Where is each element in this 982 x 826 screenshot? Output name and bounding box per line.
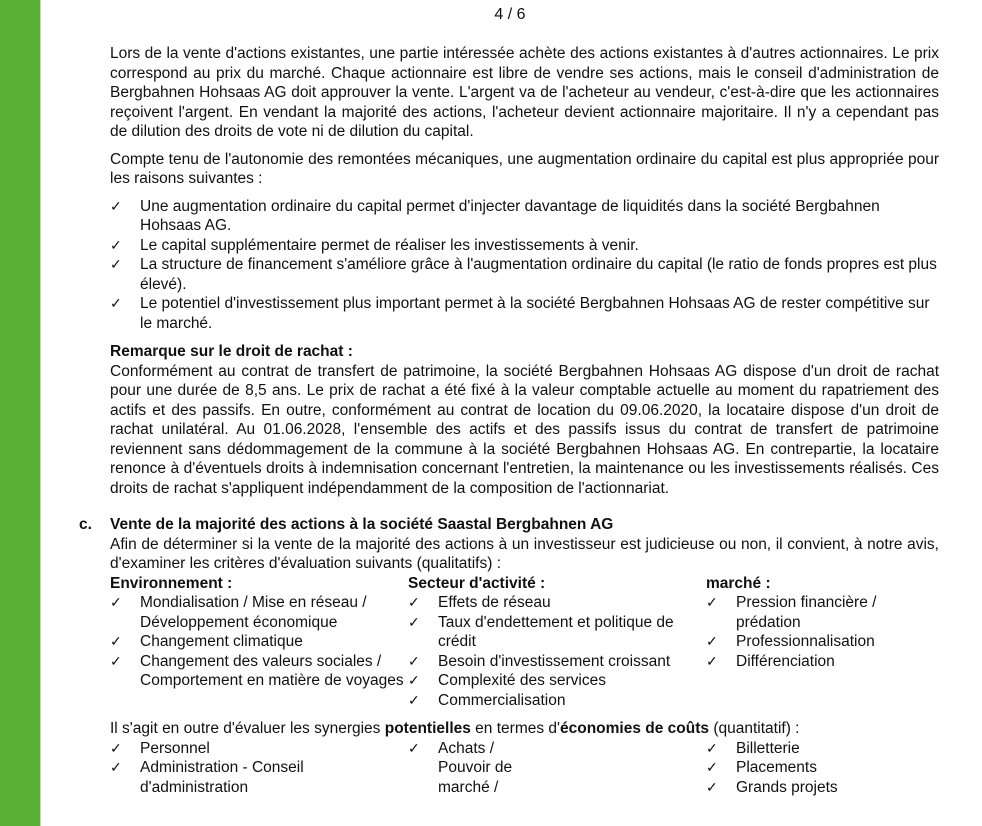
list-item: ✓ Différenciation <box>706 652 835 670</box>
check-icon: ✓ <box>110 652 122 669</box>
check-icon: ✓ <box>408 691 420 708</box>
criteria-title: Secteur d'activité : <box>408 574 546 592</box>
list-item: ✓ Le potentiel d'investissement plus important permet à la société Bergbahnen Hohsaas AG de rester compétitive sur le marché. <box>110 295 930 332</box>
check-icon: ✓ <box>110 197 122 214</box>
check-icon: ✓ <box>110 594 122 610</box>
remark-text: Conformément au contrat de transfert de patrimoine, la société Bergbahnen Hohsaas AG dispose d'un droit de rachat pour une durée de 8,5 ans. Le prix de rachat a été fixé à la valeur comptable actuelle au moment du rapatriement des actifs et des passifs. En outre, conformément au contrat de location du 09.06.2020, la locataire dispose d'un droit de rachat unilatéral. Au 01.06.2028, l'ensemble des actifs et des passifs issus du contrat de transfert de patrimoine reviennent sans dédommagement de la commune à la société Bergbahnen Hohsaas AG. En contrepartie, la locataire renonce à d'éventuels droits à indemnisation concernant l'entretien, la maintenance ou les investissements réalisés. Ces droits de rachat s'appliquent indépendamment de la composition de l'actionnariat. <box>110 362 939 497</box>
section-intro: Afin de déterminer si la vente de la majorité des actions à un investisseur est judicieuse ou non, il convient, à notre avis, d'examiner les critères d'évaluation suivants (qualitatifs) : <box>110 535 939 572</box>
check-icon: ✓ <box>706 633 718 649</box>
section-c <box>79 515 939 797</box>
list-item: ✓ Changement climatique <box>110 633 303 650</box>
list-item: ✓ Besoin d'investissement croissant <box>408 652 671 670</box>
list-item: ✓ Grands projets <box>706 778 838 796</box>
margin-divider <box>40 0 41 826</box>
section-heading: Vente de la majorité des actions à la société Saastal Bergbahnen AG <box>110 516 614 533</box>
synergy-column-2 <box>408 739 706 798</box>
check-icon: ✓ <box>408 652 420 669</box>
list-item: ✓ Taux d'endettement et politique de crédit <box>408 613 674 650</box>
list-item: ✓ Personnel <box>110 739 210 757</box>
synergy-intro: Il s'agit en outre d'évaluer les synergies potentielles en termes d'économies de coûts (quantitatif) : <box>110 720 800 737</box>
check-icon: ✓ <box>110 759 122 775</box>
paragraph-share-sale: Lors de la vente d'actions existantes, une partie intéressée achète des actions existantes à d'autres actionnaires. Le prix correspond au prix du marché. Chaque actionnaire est libre de vendre ses actions, mais le conseil d'administration de Bergbahnen Hohsaas AG doit approuver la vente. L'argent va de l'acheteur au vendeur, c'est-à-dire que les actionnaires reçoivent l'argent. En vendant la majorité des actions, l'acheteur devient actionnaire majoritaire. Il n'y a cependant pas de dilution des droits de vote ni de dilution du capital. <box>110 45 939 140</box>
list-item: ✓ Effets de réseau <box>408 594 551 611</box>
reasons-list <box>110 197 939 334</box>
section-label: c. <box>79 516 92 533</box>
check-icon: ✓ <box>408 594 420 610</box>
criteria-columns <box>110 574 939 711</box>
check-icon: ✓ <box>706 594 718 610</box>
page-number: 4 / 6 <box>494 6 526 23</box>
synergy-columns <box>110 739 939 798</box>
synergy-column-1 <box>110 739 408 798</box>
list-item: ✓ Placements <box>706 759 817 776</box>
check-icon: ✓ <box>110 633 122 649</box>
list-item: ✓ Changement des valeurs sociales / Comportement en matière de voyages <box>110 652 404 689</box>
list-item: ✓ Complexité des services <box>408 672 606 689</box>
list-item: ✓ Mondialisation / Mise en réseau / Développement économique <box>110 594 367 631</box>
list-item: ✓ Le capital supplémentaire permet de réaliser les investissements à venir. <box>110 236 639 254</box>
list-item: ✓ Pression financière / prédation <box>706 594 877 631</box>
document-body <box>79 44 939 797</box>
criteria-column-sector <box>408 574 706 711</box>
criteria-column-market <box>706 574 939 711</box>
check-icon: ✓ <box>110 295 122 311</box>
remark-heading: Remarque sur le droit de rachat : <box>110 343 353 360</box>
check-icon: ✓ <box>706 759 718 775</box>
criteria-title: Environnement : <box>110 574 233 592</box>
green-margin-bar <box>0 0 40 826</box>
list-item: ✓ Achats / Pouvoir de marché / <box>408 739 513 796</box>
check-icon: ✓ <box>110 236 122 253</box>
check-icon: ✓ <box>408 672 420 688</box>
criteria-title: marché : <box>706 574 771 592</box>
list-item: ✓ La structure de financement s'améliore grâce à l'augmentation ordinaire du capital (le ratio de fonds propres est plus élevé). <box>110 256 937 293</box>
list-item: ✓ Une augmentation ordinaire du capital permet d'injecter davantage de liquidités dans la société Bergbahnen Hohsaas AG. <box>110 197 880 234</box>
check-icon: ✓ <box>706 739 718 756</box>
list-item: ✓ Billetterie <box>706 739 800 757</box>
check-icon: ✓ <box>408 739 420 756</box>
check-icon: ✓ <box>706 652 718 669</box>
criteria-column-environment <box>110 574 408 711</box>
check-icon: ✓ <box>110 256 122 272</box>
paragraph-capital-increase: Compte tenu de l'autonomie des remontées mécaniques, une augmentation ordinaire du capital est plus appropriée pour les raisons suivantes : <box>110 150 939 187</box>
synergy-column-3 <box>706 739 939 798</box>
check-icon: ✓ <box>408 613 420 630</box>
list-item: ✓ Administration - Conseil d'administration <box>110 759 304 796</box>
check-icon: ✓ <box>110 739 122 756</box>
list-item: ✓ Commercialisation <box>408 691 566 709</box>
check-icon: ✓ <box>706 778 718 795</box>
list-item: ✓ Professionnalisation <box>706 633 875 650</box>
